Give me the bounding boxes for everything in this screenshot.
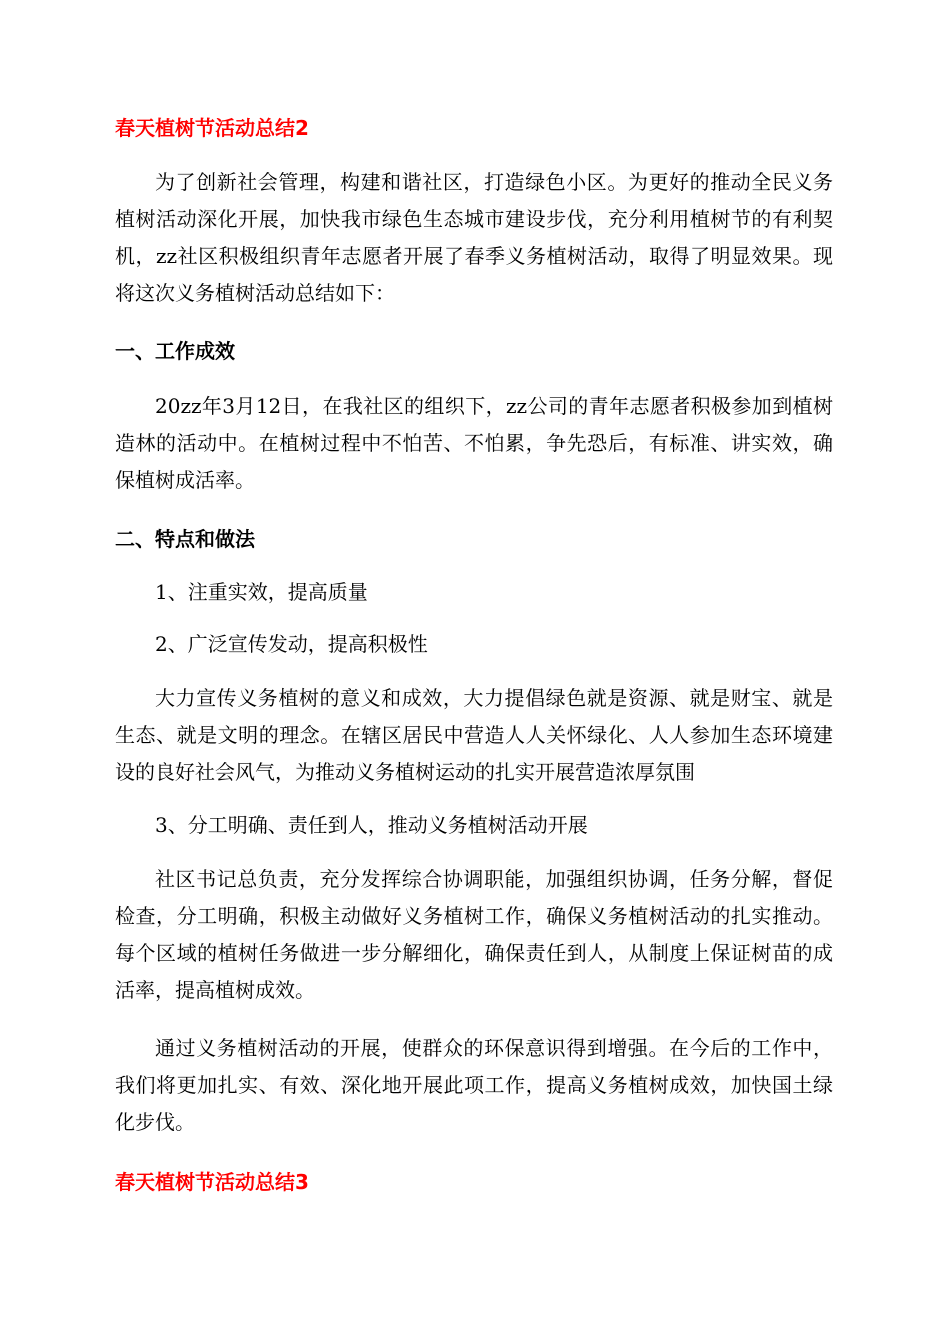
closing-paragraph: 通过义务植树活动的开展，使群众的环保意识得到增强。在今后的工作中，我们将更加扎实、有效、深化地开展此项工作，提高义务植树成效，加快国土绿化步伐。 xyxy=(115,1036,833,1134)
point-1: 1、注重实效，提高质量 xyxy=(155,580,368,604)
point-3: 3、分工明确、责任到人，推动义务植树活动开展 xyxy=(155,813,588,837)
section-heading-work-results: 一、工作成效 xyxy=(115,339,235,363)
point3-paragraph: 社区书记总负责，充分发挥综合协调职能，加强组织协调，任务分解，督促检查，分工明确，积极主动做好义务植树工作，确保义务植树活动的扎实推动。每个区域的植树任务做进一步分解细化，确保责任到人，从制度上保证树苗的成活率，提高植树成效。 xyxy=(115,867,833,1002)
point-2: 2、广泛宣传发动，提高积极性 xyxy=(155,632,428,656)
intro-paragraph: 为了创新社会管理，构建和谐社区，打造绿色小区。为更好的推动全民义务植树活动深化开展，加快我市绿色生态城市建设步伐，充分利用植树节的有利契机，zz社区积极组织青年志愿者开展了春季义务植树活动，取得了明显效果。现将这次义务植树活动总结如下： xyxy=(115,170,833,305)
document-title-3: 春天植树节活动总结3 xyxy=(115,1170,309,1194)
point2-paragraph: 大力宣传义务植树的意义和成效，大力提倡绿色就是资源、就是财宝、就是生态、就是文明的理念。在辖区居民中营造人人关怀绿化、人人参加生态环境建设的良好社会风气，为推动义务植树运动的扎实开展营造浓厚氛围 xyxy=(115,686,833,784)
document-title-2: 春天植树节活动总结2 xyxy=(115,116,309,140)
section-heading-features-methods: 二、特点和做法 xyxy=(115,527,255,551)
section1-paragraph: 20zz年3月12日，在我社区的组织下，zz公司的青年志愿者积极参加到植树造林的活动中。在植树过程中不怕苦、不怕累，争先恐后，有标准、讲实效，确保植树成活率。 xyxy=(115,394,833,492)
document-content xyxy=(115,113,833,1197)
